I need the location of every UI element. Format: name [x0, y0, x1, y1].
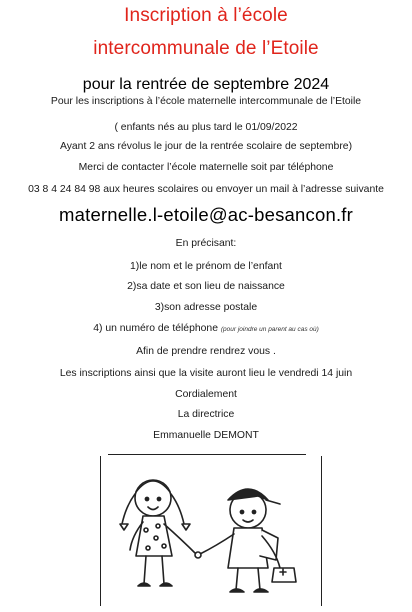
list-item-4	[0, 323, 412, 334]
title-line-2: intercommunale de l’Etoile	[93, 38, 319, 59]
birthdate-text: ( enfants nés au plus tard le 01/09/2022	[114, 122, 298, 133]
list-item-4-label: 4) un numéro de téléphone	[93, 323, 218, 334]
list-item-2: 2)sa date et son lieu de naissance	[127, 281, 285, 292]
contact-text: Merci de contacter l’école maternelle soit par téléphone	[78, 162, 334, 173]
list-item-4-note: (pour joindre un parent au cas où)	[220, 326, 319, 333]
intro-text: Pour les inscriptions à l’école maternelle intercommunale de l’Etoile	[50, 96, 362, 107]
subtitle: pour la rentrée de septembre 2024	[82, 76, 330, 93]
girl-figure	[120, 480, 196, 586]
frame-right-line	[321, 456, 322, 606]
list-item-3: 3)son adresse postale	[154, 302, 258, 313]
title-line-1: Inscription à l’école	[124, 5, 288, 26]
appointment-text: Afin de prendre rendrez vous .	[136, 346, 276, 357]
children-illustration	[108, 458, 318, 608]
list-item-1: 1)le nom et le prénom de l’enfant	[130, 261, 282, 272]
director-title: La directrice	[177, 409, 235, 420]
frame-left-line	[100, 456, 101, 606]
age-text: Ayant 2 ans révolus le jour de la rentrée scolaire de septembre)	[59, 141, 353, 152]
phone-text: 03 8 4 24 84 98 aux heures scolaires ou envoyer un mail à l’adresse suivante	[28, 184, 384, 195]
precise-text: En précisant:	[175, 238, 237, 249]
boy-figure	[200, 489, 296, 592]
director-name: Emmanuelle DEMONT	[153, 430, 259, 441]
visit-text: Les inscriptions ainsi que la visite auront lieu le vendredi 14 juin	[59, 368, 353, 379]
separator-line	[108, 454, 306, 455]
email-address: maternelle.l-etoile@ac-besancon.fr	[59, 204, 353, 225]
regards-text: Cordialement	[175, 389, 237, 400]
